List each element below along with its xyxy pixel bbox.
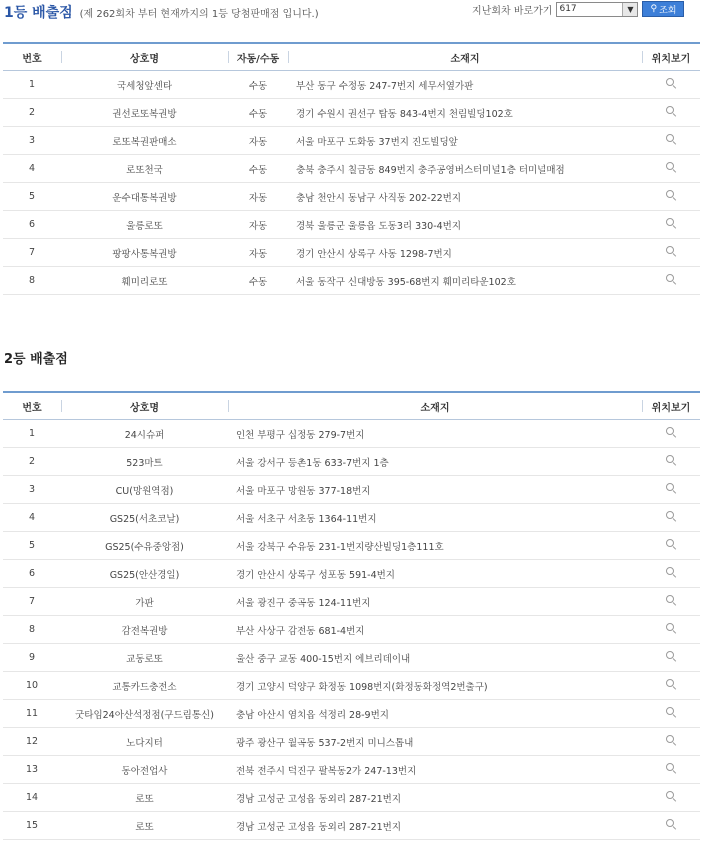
round-select[interactable] bbox=[556, 2, 638, 17]
row-number: 14 bbox=[3, 784, 61, 812]
location-cell bbox=[642, 532, 700, 560]
col-store-name-label: 상호명 bbox=[130, 53, 159, 65]
search-icon: ⚲ bbox=[650, 4, 658, 14]
location-cell bbox=[642, 504, 700, 532]
location-cell bbox=[642, 700, 700, 728]
store-address: 경남 고성군 고성읍 동외리 287-21번지 bbox=[228, 784, 642, 812]
store-address: 경북 울릉군 울릉읍 도동3리 330-4번지 bbox=[288, 211, 642, 239]
row-number: 5 bbox=[3, 183, 61, 211]
magnifier-icon[interactable] bbox=[666, 427, 676, 437]
row-number: 8 bbox=[3, 267, 61, 295]
magnifier-icon[interactable] bbox=[666, 162, 676, 172]
search-button-label: 조회 bbox=[659, 5, 677, 16]
store-address: 서울 서초구 서초동 1364-11번지 bbox=[228, 504, 642, 532]
store-name: 로또 bbox=[61, 784, 228, 812]
magnifier-icon[interactable] bbox=[666, 623, 676, 633]
location-cell bbox=[642, 616, 700, 644]
magnifier-icon[interactable] bbox=[666, 567, 676, 577]
table-row bbox=[3, 812, 700, 840]
row-number: 7 bbox=[3, 239, 61, 267]
table-row bbox=[3, 616, 700, 644]
store-name: 팡팡사통복권방 bbox=[61, 239, 228, 267]
store-name: 교동로또 bbox=[61, 644, 228, 672]
row-number: 1 bbox=[3, 420, 61, 448]
magnifier-icon[interactable] bbox=[666, 106, 676, 116]
col-address-label: 소재지 bbox=[420, 402, 450, 414]
magnifier-icon[interactable] bbox=[666, 651, 676, 661]
store-name: 감전복권방 bbox=[61, 616, 228, 644]
store-address: 부산 동구 수정동 247-7번지 세무서옆가판 bbox=[288, 71, 642, 99]
store-address: 서울 마포구 망원동 377-18번지 bbox=[228, 476, 642, 504]
col-store-name bbox=[61, 43, 228, 71]
location-cell bbox=[642, 448, 700, 476]
pick-method: 자동 bbox=[228, 239, 288, 267]
magnifier-icon[interactable] bbox=[666, 78, 676, 88]
chevron-down-icon[interactable]: ▼ bbox=[622, 3, 637, 16]
table-row bbox=[3, 127, 700, 155]
magnifier-icon[interactable] bbox=[666, 791, 676, 801]
location-cell bbox=[642, 71, 700, 99]
row-number: 13 bbox=[3, 756, 61, 784]
round-select-value: 617 bbox=[559, 4, 577, 14]
store-address: 울산 중구 교동 400-15번지 에브리데이내 bbox=[228, 644, 642, 672]
table-row bbox=[3, 504, 700, 532]
location-cell bbox=[642, 756, 700, 784]
store-address: 서울 강서구 등촌1동 633-7번지 1층 bbox=[228, 448, 642, 476]
row-number: 4 bbox=[3, 504, 61, 532]
pick-method: 수동 bbox=[228, 99, 288, 127]
row-number: 2 bbox=[3, 99, 61, 127]
location-cell bbox=[642, 588, 700, 616]
magnifier-icon[interactable] bbox=[666, 483, 676, 493]
pick-method: 수동 bbox=[228, 71, 288, 99]
table-row bbox=[3, 588, 700, 616]
magnifier-icon[interactable] bbox=[666, 274, 676, 284]
col-number: 번호 bbox=[3, 392, 61, 420]
row-number: 6 bbox=[3, 211, 61, 239]
store-name: 국세청앞센타 bbox=[61, 71, 228, 99]
col-number: 번호 bbox=[3, 43, 61, 71]
table-row bbox=[3, 183, 700, 211]
pick-method: 수동 bbox=[228, 267, 288, 295]
location-cell bbox=[642, 784, 700, 812]
location-cell bbox=[642, 183, 700, 211]
magnifier-icon[interactable] bbox=[666, 246, 676, 256]
store-name: GS25(수유중앙점) bbox=[61, 532, 228, 560]
magnifier-icon[interactable] bbox=[666, 190, 676, 200]
location-cell bbox=[642, 211, 700, 239]
table-row bbox=[3, 99, 700, 127]
first-prize-heading: 1등 배출점 bbox=[4, 5, 73, 21]
table-row bbox=[3, 155, 700, 183]
store-name: 훼미리로또 bbox=[61, 267, 228, 295]
row-number: 6 bbox=[3, 560, 61, 588]
location-cell bbox=[642, 420, 700, 448]
first-prize-title bbox=[4, 2, 319, 22]
row-number: 15 bbox=[3, 812, 61, 840]
second-prize-table bbox=[3, 391, 700, 840]
search-button[interactable] bbox=[642, 1, 684, 17]
store-name: GS25(서초코날) bbox=[61, 504, 228, 532]
row-number: 12 bbox=[3, 728, 61, 756]
store-address: 서울 광진구 중곡동 124-11번지 bbox=[228, 588, 642, 616]
location-cell bbox=[642, 99, 700, 127]
table-header-row bbox=[3, 392, 700, 420]
magnifier-icon[interactable] bbox=[666, 819, 676, 829]
store-address: 충남 아산시 염치읍 석정리 28-9번지 bbox=[228, 700, 642, 728]
table-header-row bbox=[3, 43, 700, 71]
store-name: 노다지터 bbox=[61, 728, 228, 756]
past-round-navigator bbox=[472, 0, 684, 18]
store-name: 울릉로또 bbox=[61, 211, 228, 239]
table-row bbox=[3, 211, 700, 239]
magnifier-icon[interactable] bbox=[666, 511, 676, 521]
store-name: 로또 bbox=[61, 812, 228, 840]
row-number: 4 bbox=[3, 155, 61, 183]
store-name: 동아전업사 bbox=[61, 756, 228, 784]
table-row bbox=[3, 476, 700, 504]
col-location bbox=[642, 43, 700, 71]
table-row bbox=[3, 448, 700, 476]
row-number: 8 bbox=[3, 616, 61, 644]
store-address: 광주 광산구 월곡동 537-2번지 미니스톱내 bbox=[228, 728, 642, 756]
location-cell bbox=[642, 155, 700, 183]
row-number: 9 bbox=[3, 644, 61, 672]
pick-method: 자동 bbox=[228, 211, 288, 239]
row-number: 7 bbox=[3, 588, 61, 616]
store-address: 경기 수원시 권선구 탑동 843-4번지 천림빌딩102호 bbox=[288, 99, 642, 127]
row-number: 3 bbox=[3, 127, 61, 155]
store-name: 24시슈퍼 bbox=[61, 420, 228, 448]
store-name: GS25(안산경일) bbox=[61, 560, 228, 588]
col-address bbox=[288, 43, 642, 71]
store-address: 서울 동작구 신대방동 395-68번지 훼미리타운102호 bbox=[288, 267, 642, 295]
store-address: 부산 사상구 감전동 681-4번지 bbox=[228, 616, 642, 644]
store-name: 굿타임24아산석정점(구드림통신) bbox=[61, 700, 228, 728]
magnifier-icon[interactable] bbox=[666, 735, 676, 745]
store-address: 경기 고양시 덕양구 화정동 1098번지(화정동화정역2번출구) bbox=[228, 672, 642, 700]
location-cell bbox=[642, 560, 700, 588]
store-name: 교통카드충전소 bbox=[61, 672, 228, 700]
location-cell bbox=[642, 239, 700, 267]
col-method bbox=[228, 43, 288, 71]
location-cell bbox=[642, 812, 700, 840]
table-row bbox=[3, 784, 700, 812]
store-name: 523마트 bbox=[61, 448, 228, 476]
past-round-label: 지난회차 바로가기 bbox=[472, 5, 553, 17]
store-name: 로또천국 bbox=[61, 155, 228, 183]
col-store-name-label: 상호명 bbox=[130, 402, 159, 414]
magnifier-icon[interactable] bbox=[666, 679, 676, 689]
magnifier-icon[interactable] bbox=[666, 763, 676, 773]
store-address: 전북 전주시 덕진구 팔복동2가 247-13번지 bbox=[228, 756, 642, 784]
table-row bbox=[3, 756, 700, 784]
location-cell bbox=[642, 127, 700, 155]
row-number: 1 bbox=[3, 71, 61, 99]
location-cell bbox=[642, 267, 700, 295]
store-name: 권선로또복권방 bbox=[61, 99, 228, 127]
row-number: 10 bbox=[3, 672, 61, 700]
table-row bbox=[3, 267, 700, 295]
store-address: 인천 부평구 십정동 279-7번지 bbox=[228, 420, 642, 448]
store-name: 가판 bbox=[61, 588, 228, 616]
pick-method: 자동 bbox=[228, 183, 288, 211]
table-row bbox=[3, 728, 700, 756]
second-prize-title: 2등 배출점 bbox=[4, 352, 68, 367]
table-row bbox=[3, 672, 700, 700]
table-row bbox=[3, 71, 700, 99]
location-cell bbox=[642, 728, 700, 756]
col-store-name bbox=[61, 392, 228, 420]
store-address: 경남 고성군 고성읍 동외리 287-21번지 bbox=[228, 812, 642, 840]
table-row bbox=[3, 239, 700, 267]
col-address bbox=[228, 392, 642, 420]
col-method-label: 자동/수동 bbox=[236, 53, 280, 65]
col-location bbox=[642, 392, 700, 420]
location-cell bbox=[642, 644, 700, 672]
magnifier-icon[interactable] bbox=[666, 218, 676, 228]
col-location-label: 위치보기 bbox=[651, 402, 691, 414]
magnifier-icon[interactable] bbox=[666, 539, 676, 549]
table-row bbox=[3, 644, 700, 672]
magnifier-icon[interactable] bbox=[666, 134, 676, 144]
table-row bbox=[3, 560, 700, 588]
store-address: 서울 마포구 도화동 37번지 진도빌딩앞 bbox=[288, 127, 642, 155]
location-cell bbox=[642, 672, 700, 700]
table-row bbox=[3, 532, 700, 560]
store-name: CU(망원역점) bbox=[61, 476, 228, 504]
col-address-label: 소재지 bbox=[450, 53, 480, 65]
first-prize-subtitle: (제 262회차 부터 현재까지의 1등 당첨판매점 입니다.) bbox=[79, 9, 319, 20]
store-address: 충북 충주시 칠금동 849번지 충주공영버스터미널1층 터미널매점 bbox=[288, 155, 642, 183]
first-prize-table bbox=[3, 42, 700, 295]
pick-method: 자동 bbox=[228, 127, 288, 155]
magnifier-icon[interactable] bbox=[666, 455, 676, 465]
table-row bbox=[3, 420, 700, 448]
row-number: 11 bbox=[3, 700, 61, 728]
store-address: 서울 강북구 수유동 231-1번지량산빌딩1층111호 bbox=[228, 532, 642, 560]
store-address: 경기 안산시 상록구 사동 1298-7번지 bbox=[288, 239, 642, 267]
store-name: 로또복권판매소 bbox=[61, 127, 228, 155]
pick-method: 수동 bbox=[228, 155, 288, 183]
location-cell bbox=[642, 476, 700, 504]
store-name: 운수대통복권방 bbox=[61, 183, 228, 211]
magnifier-icon[interactable] bbox=[666, 707, 676, 717]
table-row bbox=[3, 700, 700, 728]
row-number: 3 bbox=[3, 476, 61, 504]
row-number: 2 bbox=[3, 448, 61, 476]
store-address: 경기 안산시 상록구 성포동 591-4번지 bbox=[228, 560, 642, 588]
row-number: 5 bbox=[3, 532, 61, 560]
col-location-label: 위치보기 bbox=[651, 53, 691, 65]
magnifier-icon[interactable] bbox=[666, 595, 676, 605]
store-address: 충남 천안시 동남구 사직동 202-22번지 bbox=[288, 183, 642, 211]
